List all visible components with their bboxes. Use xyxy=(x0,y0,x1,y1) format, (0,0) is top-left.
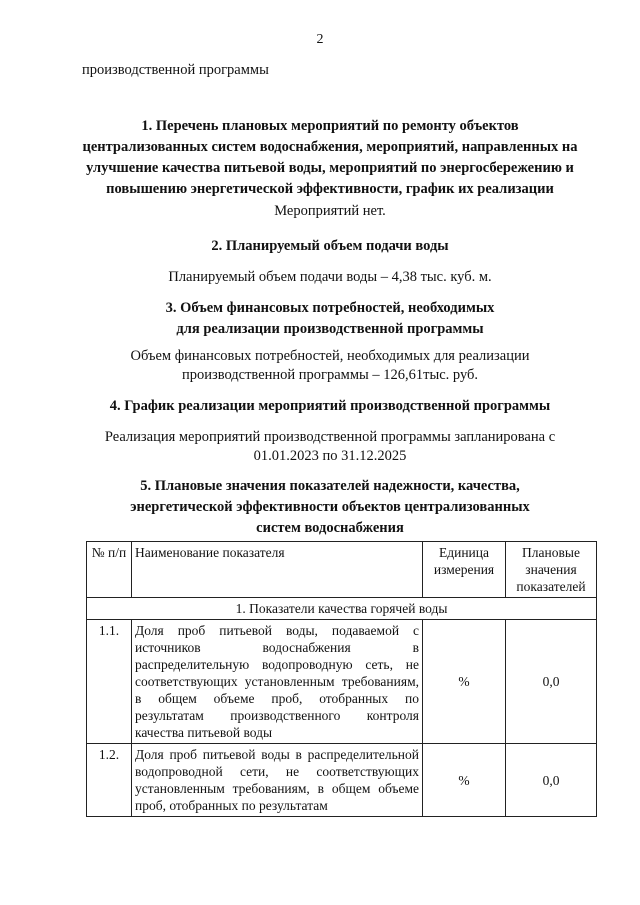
row-name: Доля проб питьевой воды, подаваемой с источников водоснабжения в распределительную водопроводную сеть, не соответствующих установленным требованиям, в общем объеме проб, отобранных по результатам производственного контроля качества питьевой воды xyxy=(132,620,423,744)
section-4-body xyxy=(60,428,600,466)
row-unit: % xyxy=(423,620,506,744)
row-name: Доля проб питьевой воды в распределительной водопроводной сети, не соответствующих установленным требованиям, в общем объеме проб, отобранных по результатам xyxy=(132,744,423,817)
heading-line: улучшение качества питьевой воды, мероприятий по энергосбережению и xyxy=(86,160,574,176)
heading-line: повышению энергетической эффективности, график их реализации xyxy=(106,181,554,197)
table-header-row xyxy=(87,542,597,598)
table-row xyxy=(87,744,597,817)
table-section-row xyxy=(87,598,597,620)
header-num: № п/п xyxy=(87,542,132,598)
heading-line: 1. Перечень плановых мероприятий по ремонту объектов xyxy=(141,118,519,134)
body-line: производственной программы – 126,61тыс. руб. xyxy=(181,367,479,383)
table-row xyxy=(87,620,597,744)
section-1-heading xyxy=(60,116,600,200)
section-3-heading xyxy=(60,298,600,340)
row-value: 0,0 xyxy=(506,620,597,744)
section-2-body xyxy=(60,268,600,287)
body-line: Реализация мероприятий производственной программы запланирована с xyxy=(104,429,556,445)
section-4-heading xyxy=(60,396,600,417)
heading-line: 5. Плановые значения показателей надежности, качества, xyxy=(140,478,520,494)
continuation-text: производственной программы xyxy=(82,62,269,78)
section-3-body xyxy=(60,347,600,385)
section-1-body xyxy=(60,202,600,221)
section-2-heading xyxy=(60,236,600,257)
heading-line: 2. Планируемый объем подачи воды xyxy=(211,238,449,254)
table-section-title: 1. Показатели качества горячей воды xyxy=(87,598,597,620)
page-number: 2 xyxy=(316,32,324,47)
heading-line: 4. График реализации мероприятий производственной программы xyxy=(109,398,551,414)
row-num: 1.2. xyxy=(87,744,132,817)
row-value: 0,0 xyxy=(506,744,597,817)
header-unit: Единица измерения xyxy=(423,542,506,598)
header-name: Наименование показателя xyxy=(132,542,423,598)
header-value: Плановые значения показателей xyxy=(506,542,597,598)
body-line: 01.01.2023 по 31.12.2025 xyxy=(253,448,407,464)
indicators-table xyxy=(86,541,597,817)
heading-line: систем водоснабжения xyxy=(256,520,404,536)
heading-line: для реализации производственной программы xyxy=(176,321,484,337)
section-5-heading xyxy=(60,476,600,539)
body-line: Планируемый объем подачи воды – 4,38 тыс. куб. м. xyxy=(168,269,492,285)
heading-line: 3. Объем финансовых потребностей, необходимых xyxy=(165,300,495,316)
row-unit: % xyxy=(423,744,506,817)
body-line: Объем финансовых потребностей, необходимых для реализации xyxy=(130,348,530,364)
heading-line: энергетической эффективности объектов централизованных xyxy=(130,499,530,515)
body-line: Мероприятий нет. xyxy=(274,203,386,219)
heading-line: централизованных систем водоснабжения, мероприятий, направленных на xyxy=(82,139,578,155)
row-num: 1.1. xyxy=(87,620,132,744)
